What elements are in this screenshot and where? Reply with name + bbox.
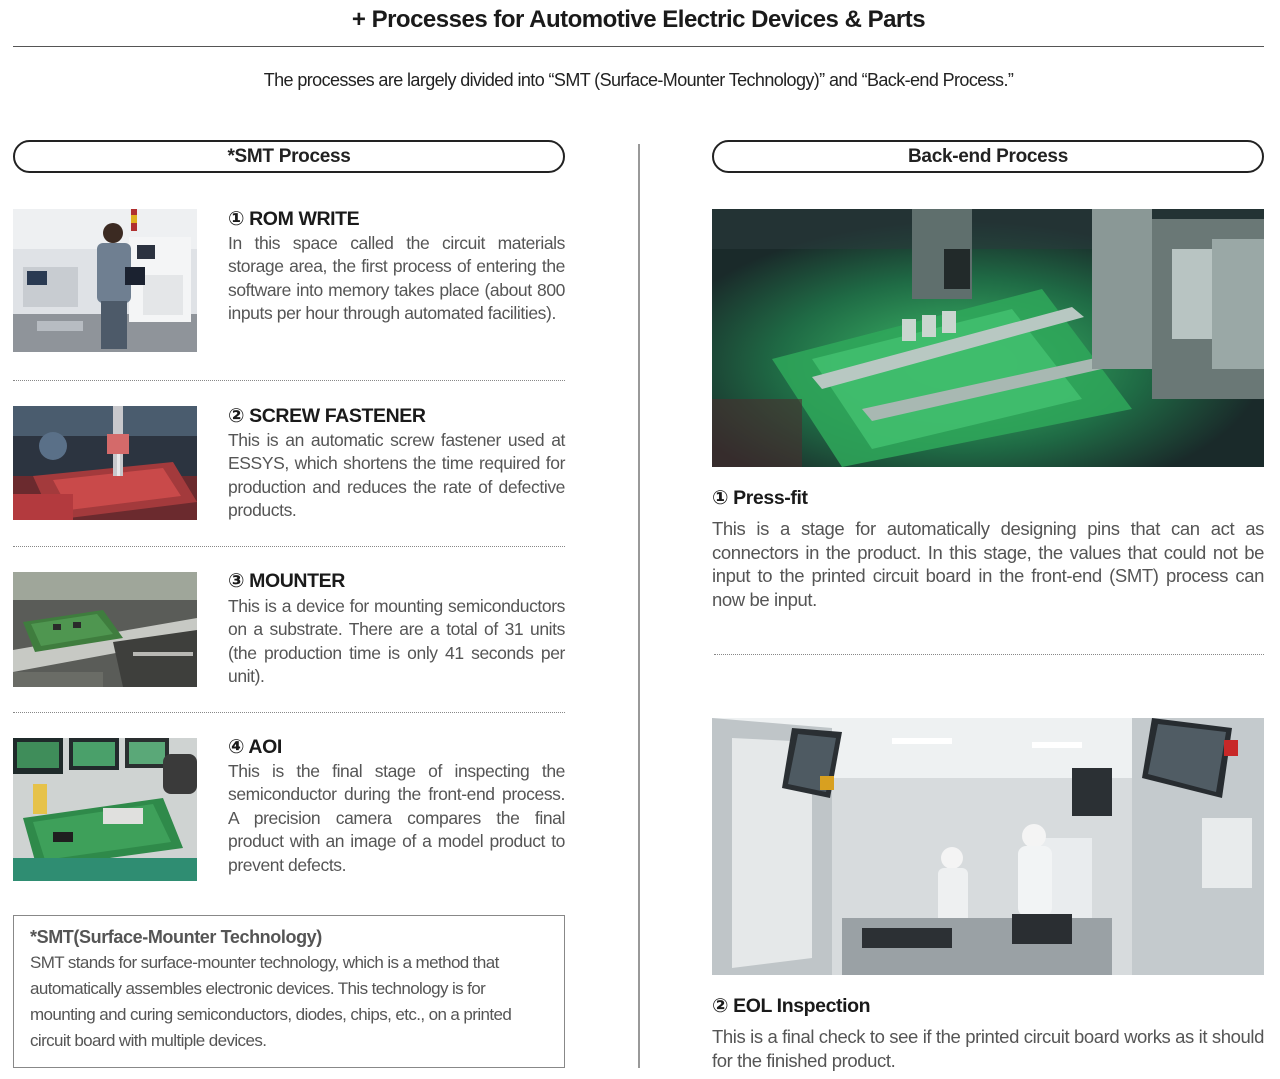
- smt-step-3-body: This is a device for mounting semiconductors on a substrate. There are a total of 31 units (the production time is only 41 seconds per unit).: [228, 596, 565, 687]
- smt-step-1-title: ① ROM WRITE: [228, 208, 360, 230]
- intro-text: The processes are largely divided into “SMT (Surface-Mounter Technology)” and “Back-end Process.”: [263, 70, 1014, 90]
- backend-step-2-title: ② EOL Inspection: [712, 995, 871, 1017]
- smt-step-4-body: This is the final stage of inspecting the semiconductor during the front-end process. A precision camera compares the final product with an image of a model product to prevent defects.: [228, 761, 565, 875]
- backend-process-heading: Back-end Process: [712, 140, 1264, 173]
- title-divider: [13, 46, 1264, 47]
- backend-step-1-body: This is a stage for automatically designing pins that can act as connectors in the product. In this stage, the values that could not be input to the printed circuit board in the front-end (SMT) process can now be input.: [712, 518, 1264, 610]
- worker-at-terminal-photo: [13, 209, 197, 352]
- eol-inspection-photo: [712, 718, 1264, 975]
- page-title: + Processes for Automotive Electric Devices & Parts: [351, 6, 926, 33]
- mounter-photo: [13, 572, 197, 687]
- smt-definition-title: *SMT(Surface-Mounter Technology): [30, 927, 322, 947]
- backend-step-2-body: This is a final check to see if the printed circuit board works as it should for the finished product.: [712, 1026, 1264, 1071]
- smt-step-4-title: ④ AOI: [228, 736, 282, 758]
- smt-step-3-title: ③ MOUNTER: [228, 570, 345, 592]
- smt-definition-body: SMT stands for surface-mounter technology, which is a method that automatically assembles electronic devices. This technology is for mounting and curing semiconductors, diodes, chips, etc., on a printed circuit board with multiple devices.: [30, 953, 512, 1050]
- smt-step-2-body: This is an automatic screw fastener used at ESSYS, which shortens the time required for production and reduces the rate of defective products.: [228, 430, 565, 521]
- step-separator: [714, 654, 1264, 655]
- step-separator: [13, 546, 565, 547]
- step-separator: [13, 380, 565, 381]
- press-fit-photo: [712, 209, 1264, 467]
- aoi-photo: [13, 738, 197, 881]
- smt-step-2-title: ② SCREW FASTENER: [228, 405, 426, 427]
- backend-step-1-title: ① Press-fit: [712, 487, 808, 509]
- step-separator: [13, 712, 565, 713]
- column-divider: [638, 144, 640, 1068]
- smt-definition-box: [13, 915, 565, 1068]
- smt-step-1-body: In this space called the circuit materials storage area, the first process of entering the software into memory takes place (about 800 inputs per hour through automated facilities).: [228, 233, 565, 324]
- smt-process-heading: *SMT Process: [13, 140, 565, 173]
- screw-fastener-photo: [13, 406, 197, 520]
